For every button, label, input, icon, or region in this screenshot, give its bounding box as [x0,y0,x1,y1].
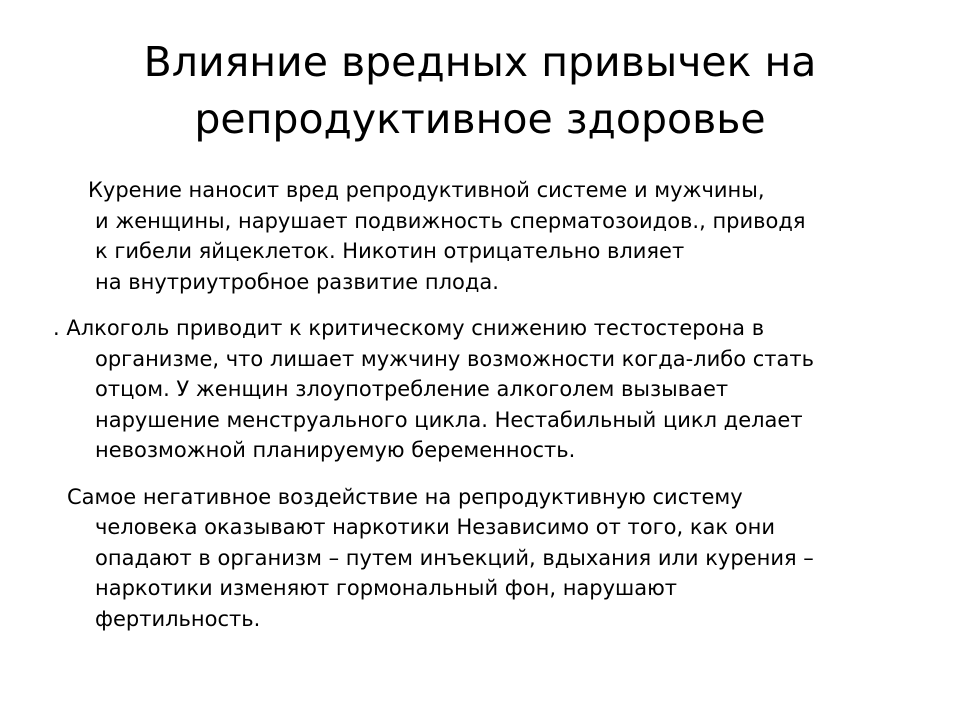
text-line: наркотики изменяют гормональный фон, нарушают [95,576,678,600]
paragraph-smoking [60,175,920,297]
slide-title [60,34,900,148]
paragraph-drugs [60,482,920,635]
text-line: и женщины, нарушает подвижность сперматозоидов., приводя [95,208,806,233]
text-line: Самое негативное воздействие на репродуктивную систему [67,484,743,509]
text-line: нарушение менструального цикла. Нестабильный цикл делает [95,407,803,432]
text-line: опадают в организм – путем инъекций, вдыхания или курения – [95,545,814,570]
text-line: к гибели яйцеклеток. Никотин отрицательно влияет [95,239,685,263]
text-line: человека оказывают наркотики Независимо от того, как они [95,515,775,539]
title-line: Влияние вредных привычек на [143,38,817,86]
text-line: организме, что лишает мужчину возможности когда-либо стать [95,346,814,371]
paragraph-alcohol [53,313,920,466]
text-line: фертильность. [95,606,261,631]
slide-body [53,175,920,650]
text-line: Курение наносит вред репродуктивной системе и мужчины, [88,178,765,202]
text-line: отцом. У женщин злоупотребление алкоголем вызывает [95,377,729,401]
text-line: невозможной планируемую беременность. [95,438,576,462]
text-line: на внутриутробное развитие плода. [95,269,499,294]
text-line: . Алкоголь приводит к критическому снижению тестостерона в [53,316,765,340]
title-line: репродуктивное здоровье [194,95,766,143]
